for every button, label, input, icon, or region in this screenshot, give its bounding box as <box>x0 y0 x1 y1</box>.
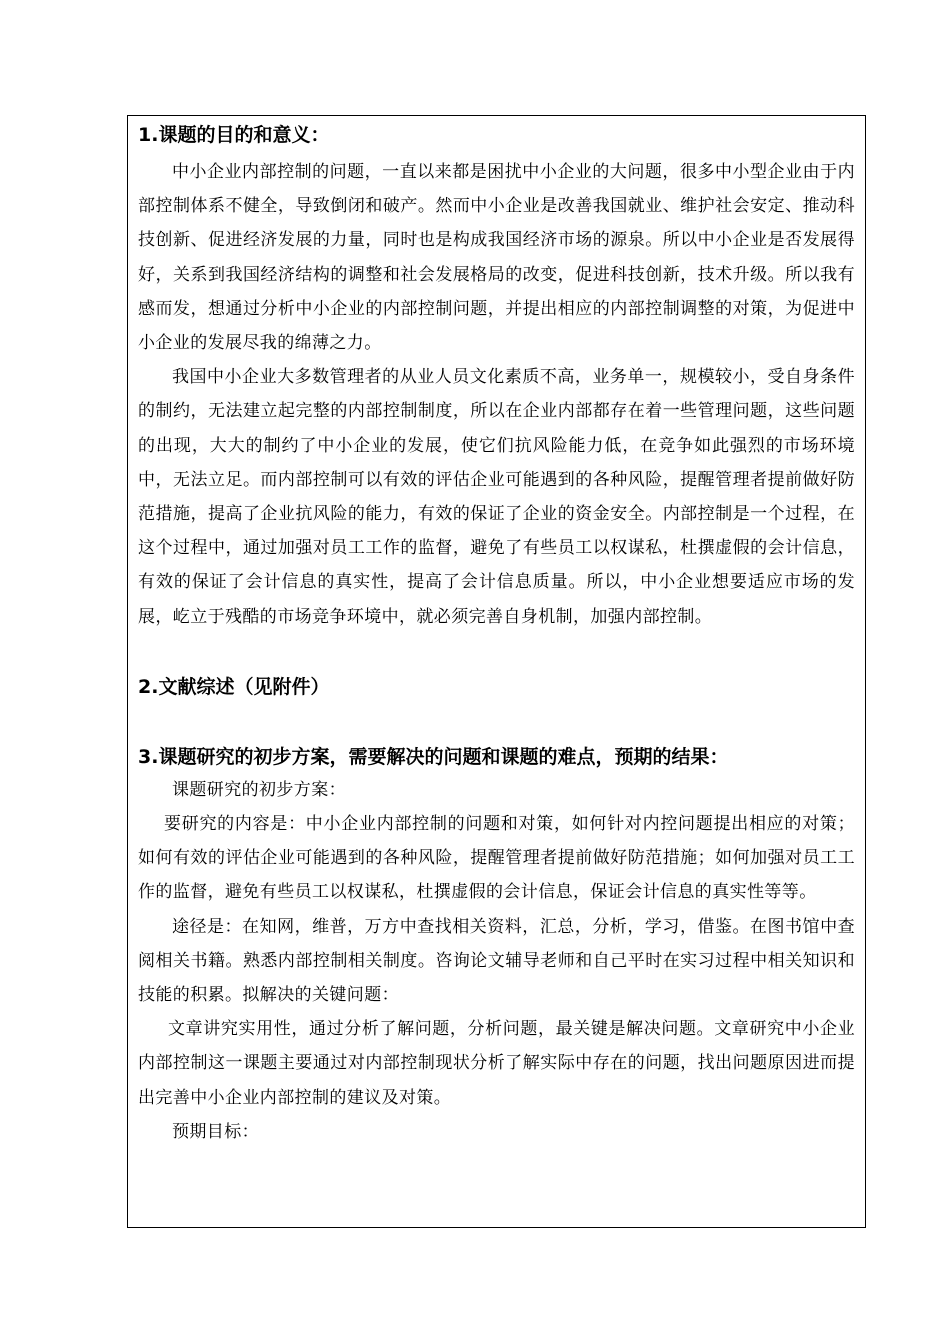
section-3-plan-label: 课题研究的初步方案： <box>172 779 346 800</box>
section-3-heading: 3.课题研究的初步方案，需要解决的问题和课题的难点，预期的结果： <box>138 745 729 768</box>
section-3-key-issue: 文章讲究实用性，通过分析了解问题，分析问题，最关键是解决问题。文章研究中小企业内部控制这一课题主要通过对内部控制现状分析了解实际中存在的问题，找出问题原因进而提出完善中小企业内部控制的建议及对策。 <box>138 1019 855 1108</box>
section-3-research-content: 要研究的内容是：中小企业内部控制的问题和对策，如何针对内控问题提出相应的对策；如何有效的评估企业可能遇到的各种风险，提醒管理者提前做好防范措施；如何加强对员工工作的监督，避免有些员工以权谋私，杜撰虚假的会计信息，保证会计信息的真实性等等。 <box>138 814 855 903</box>
section-1-paragraph-2: 我国中小企业大多数管理者的从业人员文化素质不高，业务单一，规模较小，受自身条件的制约，无法建立起完整的内部控制制度，所以在企业内部都存在着一些管理问题，这些问题的出现，大大的制约了中小企业的发展，使它们抗风险能力低，在竞争如此强烈的市场环境中，无法立足。而内部控制可以有效的评估企业可能遇到的各种风险，提醒管理者提前做好防范措施，提高了企业抗风险的能力，有效的保证了企业的资金安全。内部控制是一个过程，在这个过程中，通过加强对员工工作的监督，避免了有些员工以权谋私，杜撰虚假的会计信息，有效的保证了会计信息的真实性，提高了会计信息质量。所以，中小企业想要适应市场的发展，屹立于残酷的市场竞争环境中，就必须完善自身机制，加强内部控制。 <box>138 367 855 627</box>
section-1-paragraph-1: 中小企业内部控制的问题，一直以来都是困扰中小企业的大问题，很多中小型企业由于内部控制体系不健全，导致倒闭和破产。然而中小企业是改善我国就业、维护社会安定、推动科技创新、促进经济发展的力量，同时也是构成我国经济市场的源泉。所以中小企业是否发展得好，关系到我国经济结构的调整和社会发展格局的改变，促进科技创新，技术升级。所以我有感而发，想通过分析中小企业的内部控制问题，并提出相应的内部控制调整的对策，为促进中小企业的发展尽我的绵薄之力。 <box>138 162 855 354</box>
cell-content <box>138 116 855 1149</box>
section-1-heading: 1.课题的目的和意义： <box>138 124 330 146</box>
section-2-heading: 2.文献综述（见附件） <box>138 675 330 698</box>
section-3-expected-label: 预期目标： <box>172 1121 259 1142</box>
section-3-approach: 途径是：在知网，维普，万方中查找相关资料，汇总，分析，学习，借鉴。在图书馆中查阅相关书籍。熟悉内部控制相关制度。咨询论文辅导老师和自己平时在实习过程中相关知识和技能的积累。拟解决的关键问题： <box>138 916 855 1006</box>
proposal-table-cell <box>127 115 866 1228</box>
